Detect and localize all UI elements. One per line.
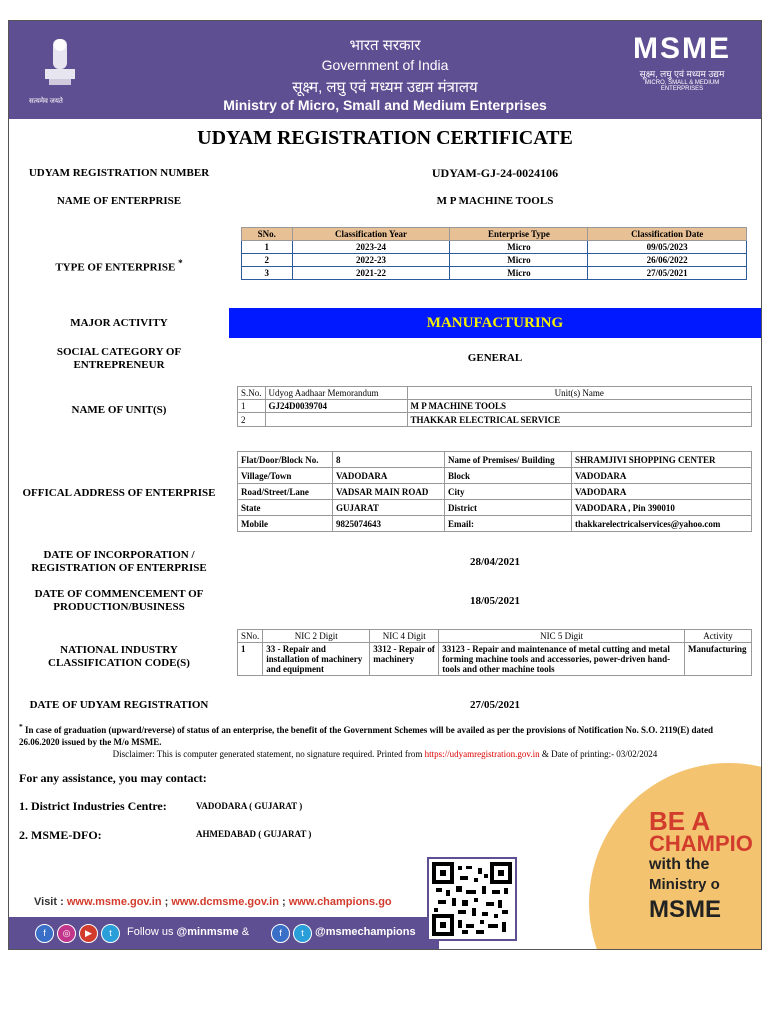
table-row [238,400,752,413]
major-activity-value: MANUFACTURING [229,308,761,338]
table-cell: City [445,484,572,500]
footnote [19,721,754,748]
follow-us [127,926,249,938]
facebook-icon[interactable]: f [271,924,290,943]
certificate [8,20,762,950]
table-cell: 2 [242,254,293,267]
table-header: NIC 2 Digit [263,630,370,643]
table-row [242,254,747,267]
table-row [238,468,752,484]
table-cell: 33 - Repair and installation of machinery and equipment [263,643,370,676]
page-title: UDYAM REGISTRATION CERTIFICATE [197,127,573,149]
disclaimer-text: Disclaimer: This is computer generated statement, no signature required. Printed from [112,749,423,759]
table-cell: VADSAR MAIN ROAD [333,484,445,500]
table-cell: VADODARA , Pin 390010 [572,500,752,516]
incorporation-label: DATE OF INCORPORATION / REGISTRATION OF ENTERPRISE [31,549,207,574]
table-cell: Micro [450,254,588,267]
table-cell: GUJARAT [333,500,445,516]
table-cell: 1 [238,400,266,413]
table-cell: Manufacturing [685,643,752,676]
table-cell: thakkarelectricalservices@yahoo.com [572,516,752,532]
ministry-label: Ministry of Micro, Small and Medium Enterprises [223,97,547,113]
hindi-government-label: भारत सरकार [349,37,421,54]
ampersand: & [241,926,250,938]
table-cell: 1 [238,643,263,676]
promo-line-2: CHAMPIO [649,831,753,856]
udyam-date-label: DATE OF UDYAM REGISTRATION [29,699,209,711]
msme-logo-hindi: सूक्ष्म, लघु एवं मध्यम उद्यम [639,69,725,79]
social-category-value: GENERAL [467,352,523,364]
table-header: NIC 4 Digit [370,630,439,643]
table-cell: 2022-23 [292,254,450,267]
disclaimer [9,749,761,759]
enterprise-name-value: M P MACHINE TOOLS [436,195,554,207]
table-cell: Block [445,468,572,484]
table-header-row [238,630,752,643]
promo-line-1: BE A [649,806,711,836]
table-header: SNo. [238,630,263,643]
table-cell: Micro [450,267,588,280]
major-activity-label: MAJOR ACTIVITY [70,317,168,329]
table-cell: Road/Street/Lane [238,484,333,500]
table-row [242,241,747,254]
table-cell: 26/06/2022 [588,254,747,267]
commencement-label: DATE OF COMMENCEMENT OF PRODUCTION/BUSINESS [34,588,204,613]
reg-number-label: UDYAM REGISTRATION NUMBER [28,167,210,179]
follow-text: Follow us [127,926,174,938]
dic-label: 1. District Industries Centre: [19,799,167,813]
msme-logo-text: MSME [633,32,731,65]
table-header: Classification Year [292,228,450,241]
enterprise-name-label: NAME OF ENTERPRISE [56,195,182,207]
table-cell: Mobile [238,516,333,532]
table-cell: VADODARA [572,468,752,484]
nic-label: NATIONAL INDUSTRY CLASSIFICATION CODE(S) [48,644,190,669]
incorporation-value: 28/04/2021 [469,556,521,568]
government-label: Government of India [321,57,449,73]
table-cell: 3 [242,267,293,280]
promo-line-5: MSME [649,896,721,923]
table-cell: VADODARA [572,484,752,500]
table-header-row [238,387,752,400]
visit-label: Visit : [34,896,64,908]
reg-number-value: UDYAM-GJ-24-0024106 [431,166,559,180]
disclaimer-link[interactable]: https://udyamregistration.gov.in [424,749,540,759]
table-cell: Flat/Door/Block No. [238,452,333,468]
handle-minmsme[interactable]: @minmsme [176,926,239,938]
separator: ; [164,896,169,908]
table-cell: 27/05/2021 [588,267,747,280]
table-row [238,452,752,468]
table-row [238,500,752,516]
table-header: Unit(s) Name [407,387,751,400]
handle-msmechampions[interactable]: @msmechampions [315,926,416,938]
table-cell: 9825074643 [333,516,445,532]
printing-date: & Date of printing:- 03/02/2024 [541,749,658,759]
table-header: Enterprise Type [450,228,588,241]
table-cell: THAKKAR ELECTRICAL SERVICE [407,413,751,427]
dic-value: VADODARA ( GUJARAT ) [196,801,303,811]
table-cell [265,413,407,427]
dfo-value: AHMEDABAD ( GUJARAT ) [196,829,312,839]
table-cell: District [445,500,572,516]
table-header: NIC 5 Digit [439,630,685,643]
table-cell: Email: [445,516,572,532]
facebook-icon[interactable]: f [35,924,54,943]
table-header: SNo. [242,228,293,241]
table-row [238,484,752,500]
table-cell: State [238,500,333,516]
table-header: S.No. [238,387,266,400]
visit-line [34,896,392,908]
site-link-dcmsme[interactable]: www.dcmsme.gov.in [171,896,279,908]
table-cell: 3312 - Repair of machinery [370,643,439,676]
footnote-star: * [19,722,23,731]
msme-logo [623,33,741,101]
header-banner [9,21,761,119]
site-link-champions[interactable]: www.champions.go [288,896,392,908]
commencement-value: 18/05/2021 [469,595,521,607]
youtube-icon[interactable]: ▶ [79,924,98,943]
enterprise-type-label [14,257,224,275]
address-table [237,451,752,532]
dfo-label: 2. MSME-DFO: [19,828,102,842]
qr-code [427,857,517,941]
emblem-motto: सत्यमेव जयते [29,97,63,105]
table-row [238,413,752,427]
hindi-ministry-label: सूक्ष्म, लघु एवं मध्यम उद्यम मंत्रालय [292,79,478,96]
separator: ; [282,896,286,908]
table-cell: 8 [333,452,445,468]
table-header-row [242,228,747,241]
table-header: Udyog Aadhaar Memorandum [265,387,407,400]
udyam-date-value: 27/05/2021 [469,699,521,711]
table-cell: GJ24D0039704 [265,400,407,413]
table-cell: 2 [238,413,266,427]
classification-table [241,227,747,280]
table-cell: 2021-22 [292,267,450,280]
table-cell: Name of Premises/ Building [445,452,572,468]
table-cell: Micro [450,241,588,254]
table-cell: Village/Town [238,468,333,484]
table-cell: VADODARA [333,468,445,484]
table-row [238,643,752,676]
enterprise-type-label-text: TYPE OF ENTERPRISE [55,261,176,274]
table-cell: 09/05/2023 [588,241,747,254]
unit-names-label: NAME OF UNIT(S) [71,404,167,416]
msme-logo-subtitle: MICRO, SMALL & MEDIUM ENTERPRISES [644,80,720,92]
table-cell: M P MACHINE TOOLS [407,400,751,413]
nic-table [237,629,752,676]
units-table [237,386,752,427]
qr-code-icon [432,862,512,936]
table-cell: 1 [242,241,293,254]
instagram-icon[interactable]: ◎ [57,924,76,943]
table-cell: 2023-24 [292,241,450,254]
table-cell: SHRAMJIVI SHOPPING CENTER [572,452,752,468]
social-footer [9,917,439,949]
table-header: Activity [685,630,752,643]
footnote-text: In case of graduation (upward/reverse) of status of an enterprise, the benefit of the Government Schemes will be availed as per the provisions of Notification No. S.O. 2119(E) dated 26.06.2020 issued by the M/o MSME. [19,725,713,747]
table-cell: 33123 - Repair and maintenance of metal cutting and metal forming machine tools and accessories, power-driven hand-tools and other machine tools [439,643,685,676]
table-row [238,516,752,532]
address-label: OFFICAL ADDRESS OF ENTERPRISE [22,487,216,499]
enterprise-type-star: * [178,258,183,268]
promo-line-3: with the [649,856,710,873]
site-link-msme[interactable]: www.msme.gov.in [66,896,162,908]
twitter-icon[interactable]: t [293,924,312,943]
promo-line-4: Ministry o [649,876,720,893]
table-row [242,267,747,280]
social-category-label: SOCIAL CATEGORY OF ENTREPRENEUR [56,346,182,371]
contact-heading: For any assistance, you may contact: [19,771,207,785]
table-header: Classification Date [588,228,747,241]
twitter-icon[interactable]: t [101,924,120,943]
